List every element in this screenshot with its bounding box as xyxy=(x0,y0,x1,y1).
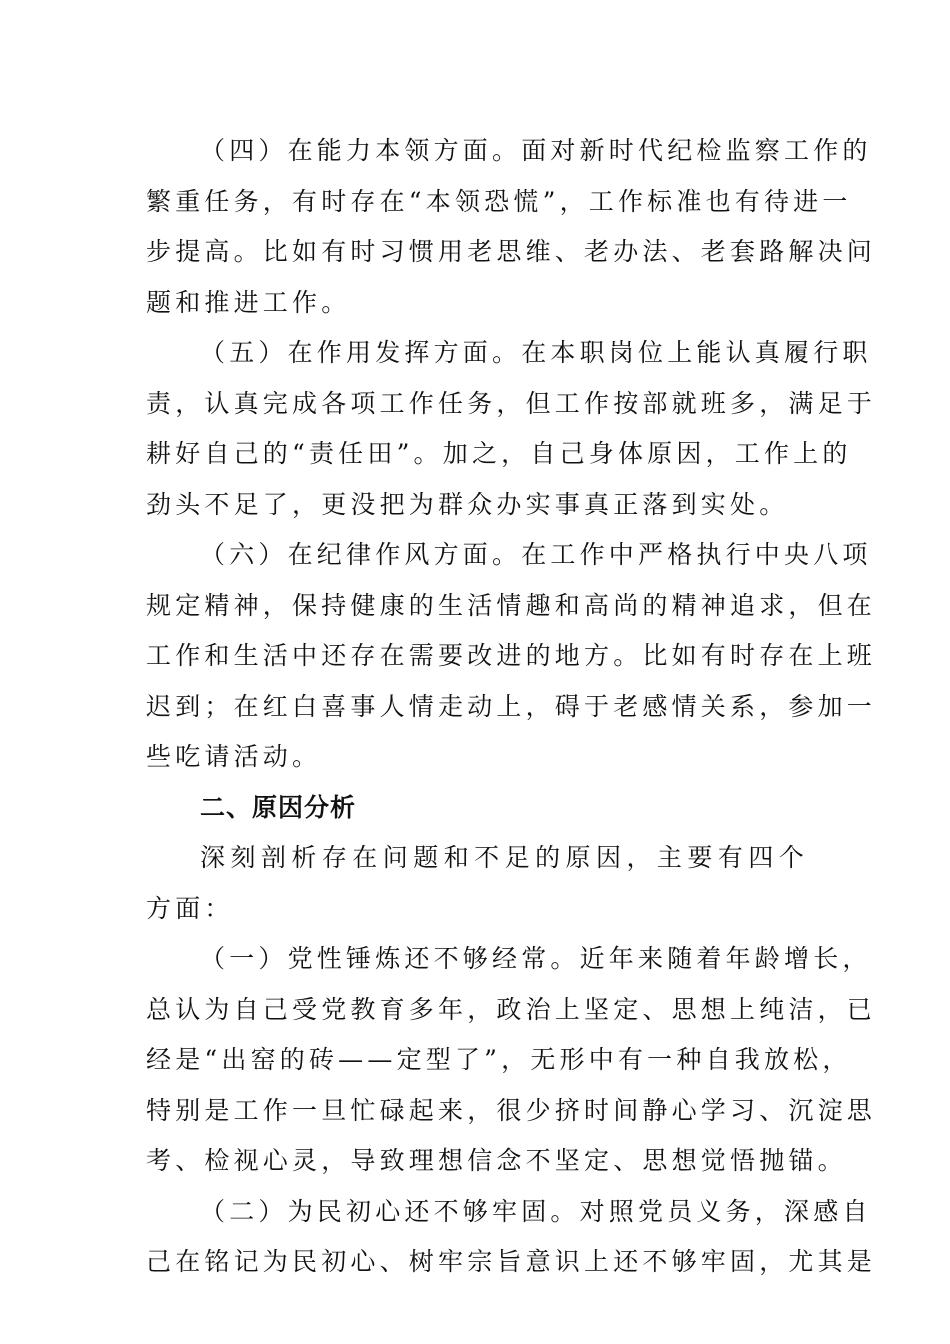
text-line: 特别是工作一旦忙碌起来，很少挤时间静心学习、沉淀思 xyxy=(146,1095,877,1125)
text-line: 些吃请活动。 xyxy=(146,742,322,771)
text-line: 劲头不足了，更没把为群众办实事真正落到实处。 xyxy=(146,489,789,519)
text-line: （二）为民初心还不够牢固。对照党员义务，深感自 xyxy=(200,1196,872,1226)
paragraph-ability xyxy=(146,126,877,328)
text-line: （四）在能力本领方面。面对新时代纪检监察工作的 xyxy=(200,136,872,165)
section-heading: 二、原因分析 xyxy=(200,792,357,822)
text-line: 繁重任务，有时存在“本领恐慌”，工作标准也有待进一 xyxy=(146,186,852,216)
text-line: 工作和生活中还存在需要改进的地方。比如有时存在上班 xyxy=(146,641,877,670)
text-line: （五）在作用发挥方面。在本职岗位上能认真履行职 xyxy=(200,338,872,367)
text-line: （一）党性锤炼还不够经常。近年来随着年龄增长， xyxy=(200,944,872,973)
text-line: 己在铭记为民初心、树牢宗旨意识上还不够牢固，尤其是 xyxy=(146,1247,877,1276)
paragraph-discipline xyxy=(146,530,877,783)
text-line: 规定精神，保持健康的生活情趣和高尚的精神追求，但在 xyxy=(146,590,877,620)
text-line: 迟到；在红白喜事人情走动上，碍于老感情关系，参加一 xyxy=(146,691,877,721)
text-line: （六）在纪律作风方面。在工作中严格执行中央八项 xyxy=(200,540,872,569)
text-line: 考、检视心灵，导致理想信念不坚定、思想觉悟抛锚。 xyxy=(146,1146,847,1175)
text-line: 题和推进工作。 xyxy=(146,287,351,317)
document-body xyxy=(146,126,877,1288)
text-line: 总认为自己受党教育多年，政治上坚定、思想上纯洁，已 xyxy=(146,994,877,1024)
paragraph-party-spirit xyxy=(146,934,877,1187)
text-line: 步提高。比如有时习惯用老思维、老办法、老套路解决问 xyxy=(146,237,877,266)
text-line: 经是“出窑的砖——定型了”，无形中有一种自我放松， xyxy=(146,1045,852,1074)
intro-paragraph: 深刻剖析存在问题和不足的原因，主要有四个方面： xyxy=(146,843,808,923)
text-line: 责，认真完成各项工作任务，但工作按部就班多，满足于 xyxy=(146,388,877,418)
paragraph-original-aspiration xyxy=(146,1187,877,1288)
text-line: 耕好自己的“责任田”。加之，自己身体原因，工作上的 xyxy=(146,439,852,468)
paragraph-role xyxy=(146,328,877,530)
